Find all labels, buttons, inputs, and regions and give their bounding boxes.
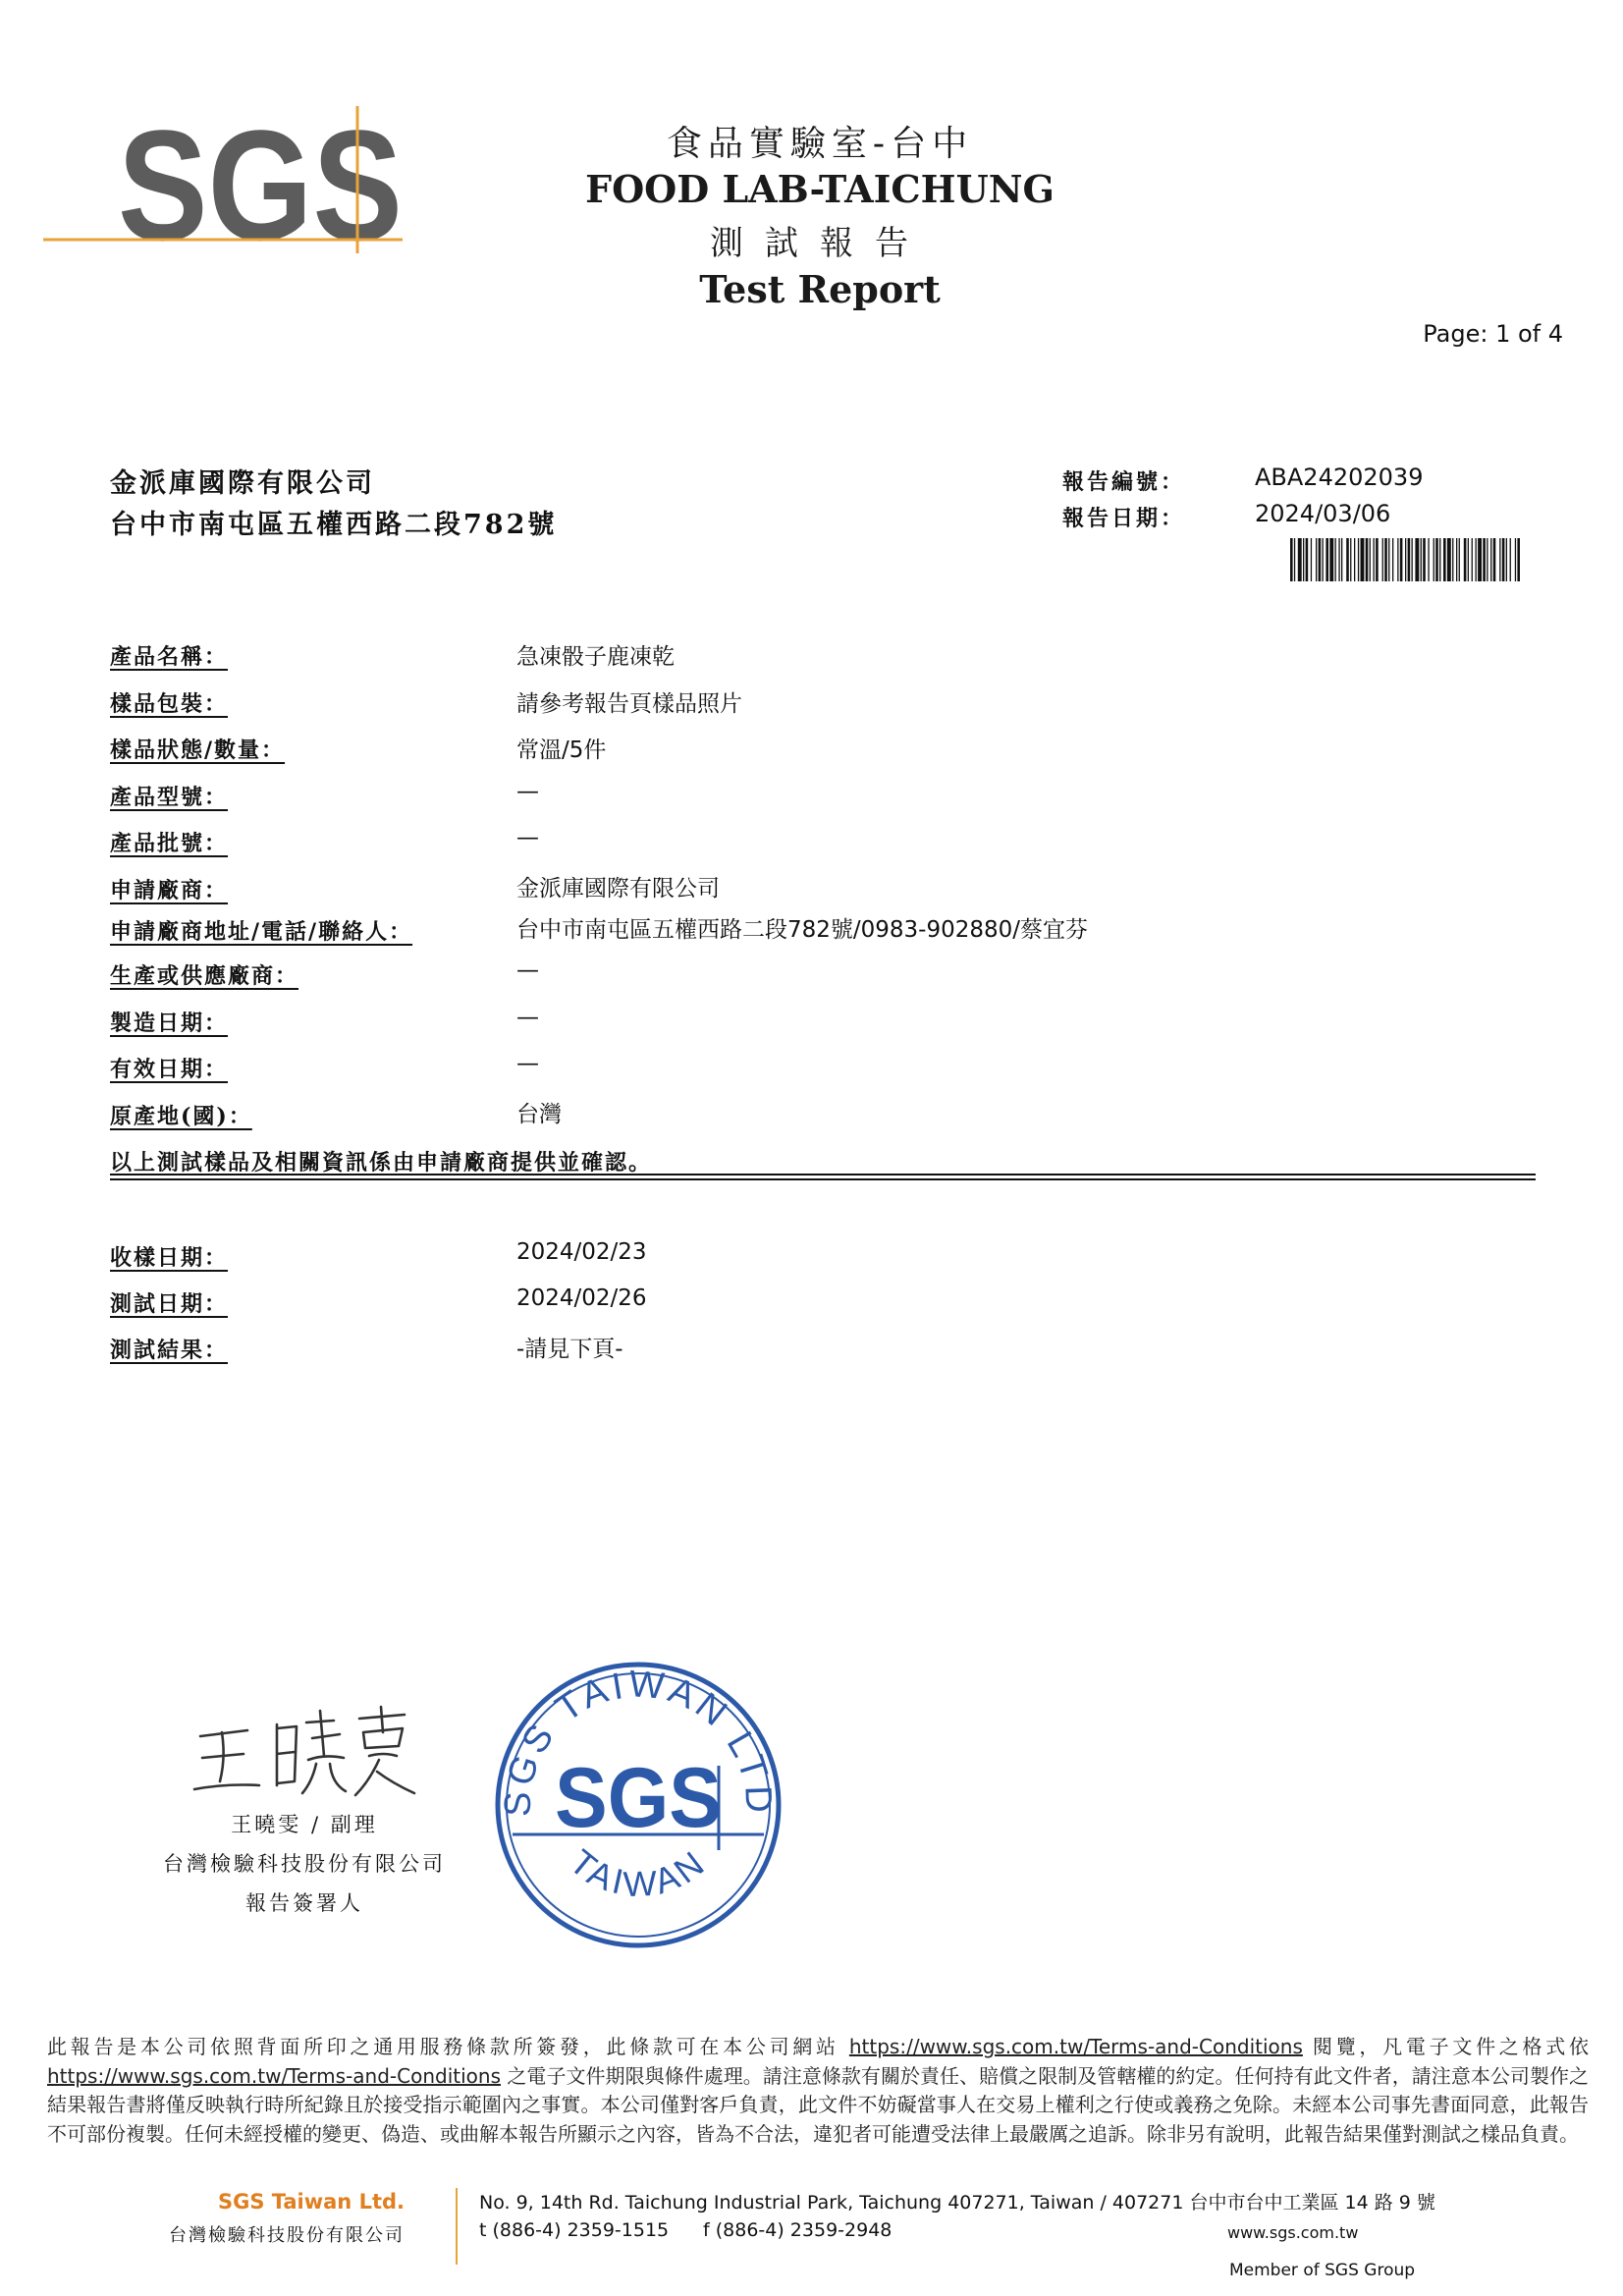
footer-company-en: SGS Taiwan Ltd. bbox=[217, 2190, 405, 2214]
field-label-manufacturer: 生產或供應廠商： bbox=[110, 963, 299, 989]
barcode-bar bbox=[1493, 538, 1496, 581]
barcode-bar bbox=[1354, 538, 1355, 581]
barcode-bar bbox=[1487, 538, 1488, 581]
barcode-bar bbox=[1392, 538, 1393, 581]
header-subtitle-en: Test Report bbox=[699, 267, 941, 311]
field-label-origin: 原產地(國)： bbox=[110, 1104, 252, 1129]
handwritten-signature bbox=[187, 1699, 422, 1807]
barcode-bar bbox=[1517, 538, 1520, 581]
field-value-applicant: 金派庫國際有限公司 bbox=[516, 876, 720, 902]
barcode-bar bbox=[1447, 538, 1451, 581]
barcode-bar bbox=[1341, 538, 1342, 581]
barcode-bar bbox=[1506, 538, 1507, 581]
disclaimer-text-3: 之電子文件期限與條件處理。請注意條款有關於責任、賠償之限制及管轄權的約定。任何持有此文件者，請注意本公司製作之結果報告書將僅反映執行時所紀錄且於接受指示範圍內之事實。本公司僅對客戶負責，此文件不妨礙當事人在交易上權利之行使或義務之免除。未經本公司事先書面同意，此報告不可部份複製。任何未經授權的變更、偽造、或曲解本報告所顯示之內容，皆為不合法，違犯者可能遭受法律上最嚴厲之追訴。除非另有說明，此報告結果僅對測試之樣品負責。 bbox=[47, 2063, 1589, 2146]
page-number: Page: 1 of 4 bbox=[1423, 320, 1563, 348]
divider bbox=[110, 1178, 1536, 1180]
barcode-bar bbox=[1316, 538, 1317, 581]
field-label-test-result: 測試結果： bbox=[110, 1338, 229, 1363]
footer-member: Member of SGS Group bbox=[1229, 2261, 1416, 2280]
header-title-zh: 食品實驗室-台中 bbox=[666, 124, 974, 164]
barcode-bar bbox=[1370, 538, 1371, 581]
field-label-received-date: 收樣日期： bbox=[110, 1245, 229, 1271]
barcode-bar bbox=[1350, 538, 1351, 581]
barcode-bar bbox=[1384, 538, 1387, 581]
client-name: 金派庫國際有限公司 bbox=[110, 468, 375, 499]
confirmation-note: 以上測試樣品及相關資訊係由申請廠商提供並確認。 bbox=[110, 1150, 653, 1175]
footer-phone: t (886-4) 2359-1515 bbox=[479, 2219, 670, 2241]
signatory-name: 王曉雯 / 副理 bbox=[231, 1813, 378, 1836]
barcode-bar bbox=[1400, 538, 1403, 581]
disclaimer-text-2: 閱覽，凡電子文件之格式依 bbox=[1302, 2035, 1589, 2058]
barcode-bar bbox=[1452, 538, 1453, 581]
signatory-company: 台灣檢驗科技股份有限公司 bbox=[163, 1852, 446, 1876]
field-value-received-date: 2024/02/23 bbox=[516, 1239, 647, 1265]
barcode-bar bbox=[1490, 538, 1491, 581]
terms-link[interactable]: https://www.sgs.com.tw/Terms-and-Conditions bbox=[47, 2063, 502, 2088]
field-value-manufacturer: — bbox=[516, 957, 539, 983]
barcode-bar bbox=[1443, 538, 1446, 581]
divider bbox=[110, 1174, 1536, 1175]
barcode-bar bbox=[1290, 538, 1293, 581]
terms-disclaimer bbox=[47, 2033, 1589, 2149]
barcode-bar bbox=[1366, 538, 1369, 581]
disclaimer-text-1: 此報告是本公司依照背面所印之通用服務條款所簽發，此條款可在本公司網站 bbox=[47, 2035, 849, 2058]
barcode-bar bbox=[1325, 538, 1328, 581]
barcode-bar bbox=[1439, 538, 1440, 581]
barcode-bar bbox=[1358, 538, 1359, 581]
footer-company-zh: 台灣檢驗科技股份有限公司 bbox=[169, 2225, 405, 2246]
barcode-bar bbox=[1459, 538, 1460, 581]
barcode-bar bbox=[1499, 538, 1500, 581]
field-value-origin: 台灣 bbox=[516, 1102, 562, 1127]
barcode-bar bbox=[1335, 538, 1336, 581]
barcode-bar bbox=[1515, 538, 1516, 581]
field-value-test-date: 2024/02/26 bbox=[516, 1285, 647, 1311]
company-seal bbox=[491, 1658, 785, 1952]
field-value-test-result: -請見下頁- bbox=[516, 1337, 623, 1362]
barcode-bar bbox=[1319, 538, 1322, 581]
barcode-bar bbox=[1306, 538, 1309, 581]
report-date: 2024/03/06 bbox=[1255, 500, 1391, 527]
barcode-bar bbox=[1361, 538, 1365, 581]
field-label-product-name: 產品名稱： bbox=[110, 644, 229, 670]
header-title-en: FOOD LAB-TAICHUNG bbox=[585, 167, 1055, 211]
barcode-bar bbox=[1329, 538, 1333, 581]
barcode-bar bbox=[1415, 538, 1419, 581]
signatory-title: 報告簽署人 bbox=[245, 1891, 363, 1915]
barcode-bar bbox=[1435, 538, 1438, 581]
seal-center-text: SGS bbox=[555, 1751, 722, 1845]
barcode-bar bbox=[1428, 538, 1429, 581]
terms-link[interactable]: https://www.sgs.com.tw/Terms-and-Conditions bbox=[848, 2035, 1303, 2058]
barcode-bar bbox=[1311, 538, 1312, 581]
barcode-bar bbox=[1298, 538, 1302, 581]
barcode-bar bbox=[1510, 538, 1511, 581]
field-value-expiry-date: — bbox=[516, 1051, 539, 1076]
footer-divider bbox=[456, 2188, 458, 2265]
barcode-bar bbox=[1456, 538, 1457, 581]
seal-top-text: SGS TAIWAN LTD bbox=[497, 1663, 780, 1818]
barcode-bar bbox=[1346, 538, 1349, 581]
barcode-bar bbox=[1397, 538, 1398, 581]
footer-address: No. 9, 14th Rd. Taichung Industrial Park, Taichung 407271, Taiwan / 407271 台中市台中工業區 14 路 9 號 bbox=[479, 2192, 1435, 2214]
barcode-bar bbox=[1323, 538, 1324, 581]
barcode bbox=[1290, 538, 1518, 581]
report-date-label: 報告日期： bbox=[1062, 506, 1186, 531]
barcode-bar bbox=[1468, 538, 1469, 581]
field-value-mfg-date: — bbox=[516, 1005, 539, 1030]
field-value-sample-state: 常溫/5件 bbox=[516, 738, 607, 763]
barcode-bar bbox=[1408, 538, 1411, 581]
logo-text: SGS bbox=[118, 97, 403, 273]
field-value-applicant-contact: 台中市南屯區五權西路二段782號/0983-902880/蔡宜芬 bbox=[516, 917, 1089, 943]
barcode-bar bbox=[1483, 538, 1486, 581]
field-label-expiry-date: 有效日期： bbox=[110, 1057, 229, 1082]
barcode-bar bbox=[1464, 538, 1467, 581]
client-address: 台中市南屯區五權西路二段782號 bbox=[110, 510, 558, 540]
field-label-packaging: 樣品包裝： bbox=[110, 691, 229, 717]
field-label-applicant: 申請廠商： bbox=[110, 878, 229, 903]
barcode-bar bbox=[1338, 538, 1339, 581]
barcode-bar bbox=[1294, 538, 1295, 581]
barcode-bar bbox=[1412, 538, 1413, 581]
field-value-batch: — bbox=[516, 825, 539, 850]
report-number-label: 報告編號： bbox=[1062, 469, 1186, 495]
footer-website[interactable]: www.sgs.com.tw bbox=[1227, 2223, 1359, 2242]
barcode-bar bbox=[1405, 538, 1406, 581]
field-label-applicant-contact: 申請廠商地址/電話/聯絡人： bbox=[110, 919, 413, 945]
barcode-bar bbox=[1502, 538, 1505, 581]
barcode-bar bbox=[1376, 538, 1379, 581]
barcode-bar bbox=[1478, 538, 1482, 581]
seal-bottom-text: TAIWAN bbox=[562, 1840, 715, 1905]
barcode-bar bbox=[1374, 538, 1375, 581]
barcode-bar bbox=[1472, 538, 1473, 581]
barcode-bar bbox=[1388, 538, 1389, 581]
sgs-logo bbox=[43, 97, 406, 273]
barcode-bar bbox=[1421, 538, 1422, 581]
field-label-test-date: 測試日期： bbox=[110, 1291, 229, 1317]
barcode-bar bbox=[1423, 538, 1426, 581]
field-label-batch: 產品批號： bbox=[110, 831, 229, 856]
footer-fax: f (886-4) 2359-2948 bbox=[703, 2219, 893, 2241]
header-subtitle-zh: 測試報告 bbox=[710, 224, 930, 263]
field-label-model: 產品型號： bbox=[110, 785, 229, 810]
field-value-packaging: 請參考報告頁樣品照片 bbox=[516, 691, 742, 717]
barcode-bar bbox=[1476, 538, 1477, 581]
report-number: ABA24202039 bbox=[1255, 464, 1424, 491]
field-label-mfg-date: 製造日期： bbox=[110, 1011, 229, 1036]
barcode-bar bbox=[1303, 538, 1304, 581]
barcode-bar bbox=[1382, 538, 1383, 581]
field-value-model: — bbox=[516, 779, 539, 804]
field-label-sample-state: 樣品狀態/數量： bbox=[110, 738, 286, 763]
field-value-product-name: 急凍骰子鹿凍乾 bbox=[516, 644, 675, 670]
svg-text:TAIWAN bbox=[563, 1841, 715, 1904]
